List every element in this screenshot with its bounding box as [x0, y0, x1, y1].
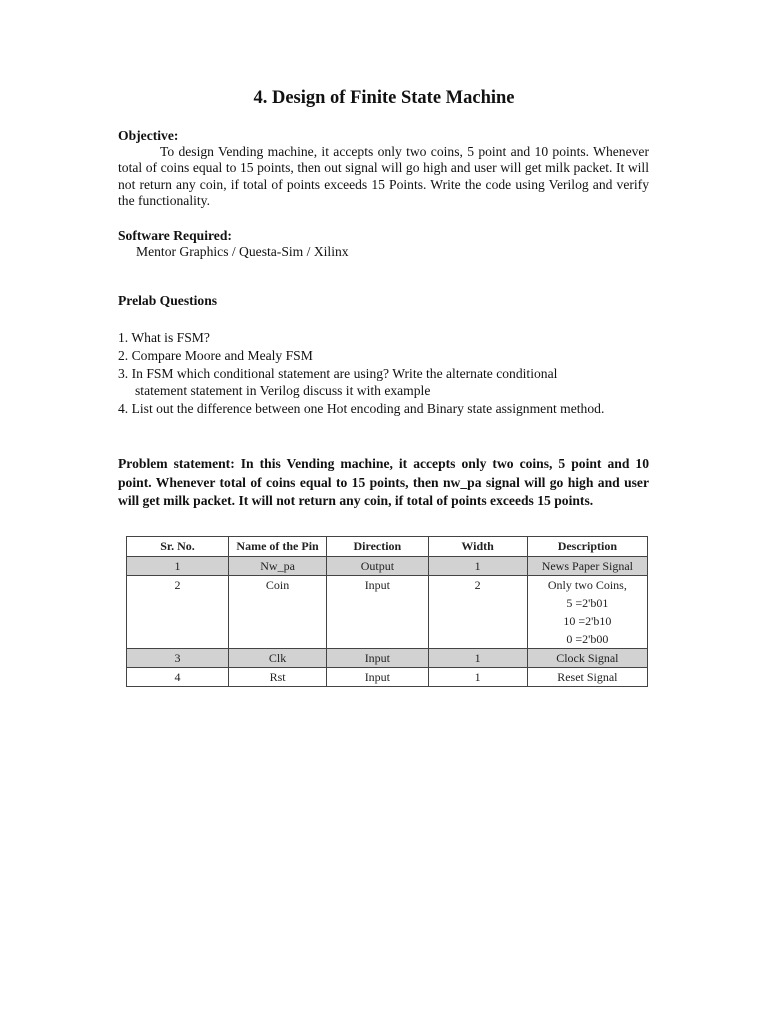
- description-line: 0 =2'b00: [566, 632, 609, 646]
- problem-statement: Problem statement: In this Vending machine, it accepts only two coins, 5 point and 10 point. Whenever total of coins equal to 15 points, then nw_pa signal will go high and user will get milk packet. It will not return any coin, if total of points exceeds 15 points.: [118, 456, 649, 508]
- cell-width: 1: [428, 557, 527, 576]
- software-section: [118, 228, 649, 260]
- objective-section: [118, 128, 649, 209]
- table-row: [127, 668, 648, 687]
- cell-direction: Input: [327, 668, 428, 687]
- cell-width: 1: [428, 649, 527, 668]
- prelab-question: 1. What is FSM?: [118, 330, 210, 345]
- page-title: 4. Design of Finite State Machine: [253, 88, 515, 108]
- problem-section: [118, 455, 649, 511]
- cell-pin-name: Nw_pa: [228, 557, 326, 576]
- cell-sr-no: 1: [127, 557, 229, 576]
- column-header: Width: [428, 537, 527, 557]
- cell-pin-name: Rst: [228, 668, 326, 687]
- cell-direction: Input: [327, 576, 428, 649]
- description-line: Reset Signal: [557, 670, 618, 684]
- pin-table: [126, 536, 648, 687]
- description-line: 5 =2'b01: [566, 596, 609, 610]
- column-header: Description: [527, 537, 647, 557]
- description-line: Clock Signal: [556, 651, 619, 665]
- table-row: [127, 649, 648, 668]
- software-heading: Software Required:: [118, 228, 232, 243]
- cell-pin-name: Coin: [228, 576, 326, 649]
- cell-direction: Input: [327, 649, 428, 668]
- prelab-question-continued: statement statement in Verilog discuss it with example: [135, 383, 431, 399]
- description-line: Only two Coins,: [547, 578, 627, 592]
- cell-description: [527, 557, 647, 576]
- cell-width: 2: [428, 576, 527, 649]
- cell-width: 1: [428, 668, 527, 687]
- objective-text: To design Vending machine, it accepts only two coins, 5 point and 10 points. Whenever total of coins equal to 15 points, then out signal will go high and user will get milk packet. It will not return any coin, if total of points exceeds 15 Points. Write the code using Verilog and verify the functionality.: [118, 144, 649, 208]
- table-row: [127, 576, 648, 649]
- table-header-row: [127, 537, 648, 557]
- prelab-question: 2. Compare Moore and Mealy FSM: [118, 347, 313, 363]
- cell-sr-no: 3: [127, 649, 229, 668]
- cell-direction: Output: [327, 557, 428, 576]
- objective-heading: Objective:: [118, 128, 179, 143]
- column-header: Sr. No.: [127, 537, 229, 557]
- prelab-question: 3. In FSM which conditional statement are using? Write the alternate conditional: [118, 365, 558, 381]
- description-line: News Paper Signal: [541, 559, 634, 573]
- prelab-heading-block: [118, 293, 649, 309]
- cell-description: [527, 668, 647, 687]
- column-header: Direction: [327, 537, 428, 557]
- cell-sr-no: 2: [127, 576, 229, 649]
- cell-sr-no: 4: [127, 668, 229, 687]
- cell-pin-name: Clk: [228, 649, 326, 668]
- cell-description: [527, 576, 647, 649]
- table-row: [127, 557, 648, 576]
- prelab-question-list: [118, 329, 649, 418]
- prelab-heading: Prelab Questions: [118, 293, 218, 308]
- column-header: Name of the Pin: [228, 537, 326, 557]
- prelab-questions: [118, 329, 649, 418]
- prelab-question: 4. List out the difference between one Hot encoding and Binary state assignment method.: [118, 401, 605, 417]
- description-line: 10 =2'b10: [563, 614, 612, 628]
- cell-description: [527, 649, 647, 668]
- software-text: Mentor Graphics / Questa-Sim / Xilinx: [136, 244, 349, 260]
